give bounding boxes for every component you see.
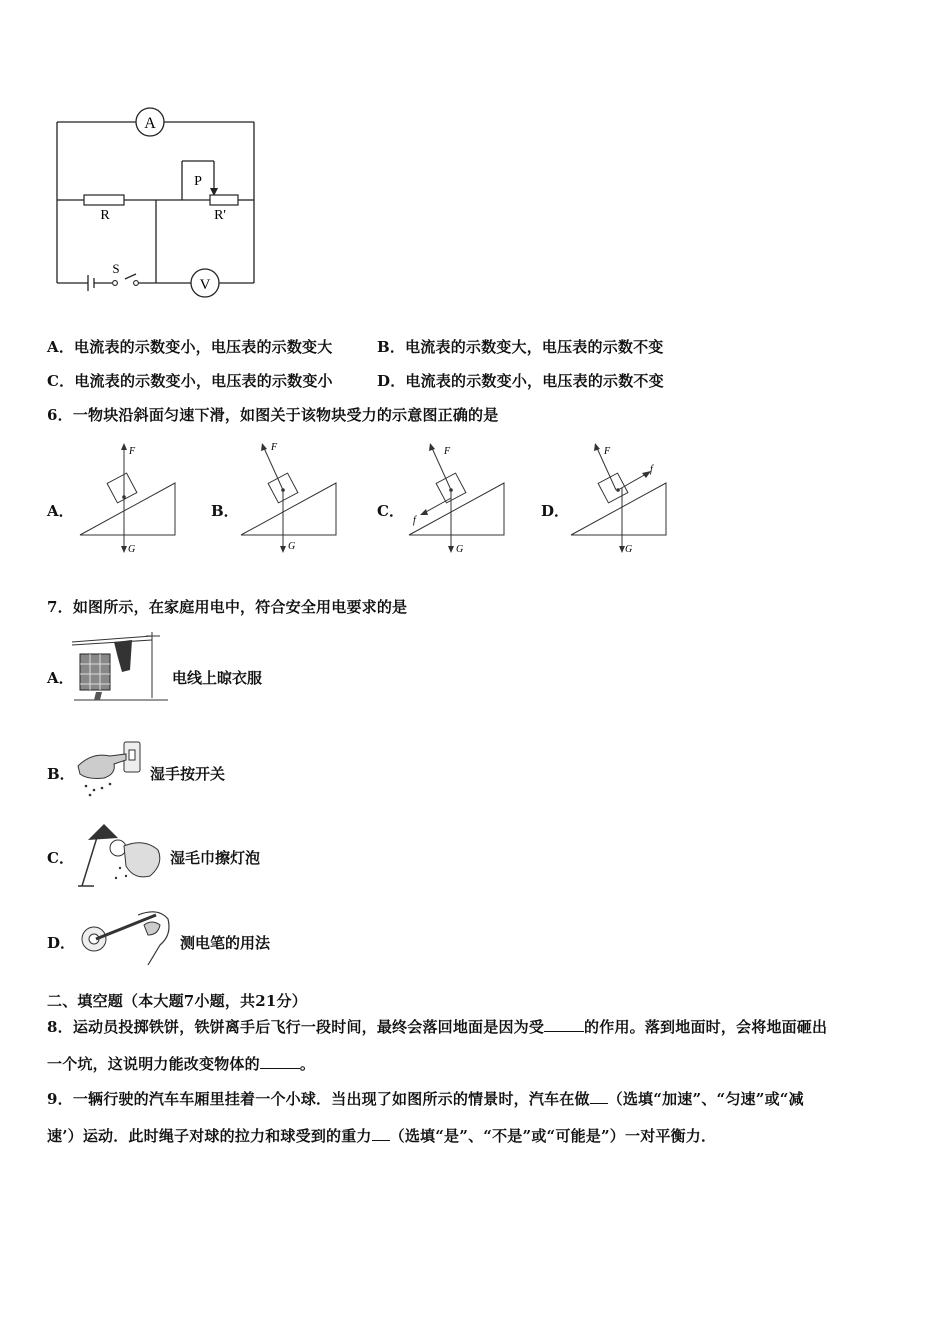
svg-text:F: F [444,446,451,457]
q5-option-d[interactable]: D．电流表的示数变小，电压表的示数不变 [377,372,664,390]
ammeter-label: A [144,115,156,132]
svg-text:F: F [604,446,611,457]
circuit-diagram [50,105,265,300]
q8-blank-1[interactable] [544,1019,584,1032]
svg-text:f: f [413,515,416,526]
q7-option-a-label[interactable]: A． [47,669,74,687]
q9-line-2: 速’）运动．此时绳子对球的拉力和球受到的重力 （选填“是”、“不是”或“可能是”）一对平衡力． [47,1127,717,1145]
q8-line-1: 8．运动员投掷铁饼，铁饼离手后飞行一段时间，最终会落回地面是因为受 的作用。落到地面时，会将地面砸出 [47,1018,828,1036]
q6-option-a-label[interactable]: A． [47,502,74,520]
q7-option-b-label[interactable]: B． [47,765,75,783]
wet-hand-switch-illustration[interactable] [74,738,146,800]
test-pen-illustration[interactable] [74,905,178,969]
q7-option-b-caption: 湿手按开关 [150,765,226,783]
q7-option-c-caption: 湿毛巾擦灯泡 [170,849,261,867]
svg-text:f: f [650,464,653,475]
q9-line-1: 9．一辆行驶的汽车车厢里挂着一个小球．当出现了如图所示的情景时，汽车在做 （选填“加速”、“匀速”或“减 [47,1090,804,1108]
q6-diagram-b[interactable] [236,440,346,560]
svg-text:G: G [288,541,296,552]
q8-blank-2[interactable] [260,1056,300,1069]
q6-diagram-a[interactable] [75,440,185,560]
svg-text:G: G [456,544,464,555]
q7-stem: 7．如图所示，在家庭用电中，符合安全用电要求的是 [47,598,408,616]
q5-option-b[interactable]: B．电流表的示数变大，电压表的示数不变 [377,338,664,356]
q7-option-c-label[interactable]: C． [47,849,74,867]
section-heading: 二、填空题（本大题7小题，共21分） [47,992,307,1010]
q6-diagram-c[interactable] [404,440,514,560]
q9-blank-2[interactable] [372,1128,390,1141]
q6-option-c-label[interactable]: C． [377,502,404,520]
q7-option-d-caption: 测电笔的用法 [180,934,271,952]
slider-label: P [194,174,202,189]
q7-option-a-caption: 电线上晾衣服 [172,669,263,687]
q6-stem: 6．一物块沿斜面匀速下滑，如图关于该物块受力的示意图正确的是 [47,406,499,424]
resistor-label: R [100,208,110,223]
q9-blank-1[interactable] [590,1091,608,1104]
q7-option-d-label[interactable]: D． [47,934,76,952]
switch-label: S [112,261,120,276]
svg-text:G: G [128,544,136,555]
q5-option-c[interactable]: C．电流表的示数变小，电压表的示数变小 [47,372,333,390]
laundry-on-wire-illustration[interactable] [72,630,170,704]
q8-line-2: 一个坑，这说明力能改变物体的 。 [47,1055,316,1073]
voltmeter-label: V [199,277,211,293]
wet-towel-bulb-illustration[interactable] [74,820,168,890]
q6-option-d-label[interactable]: D． [541,502,570,520]
q6-diagram-d[interactable] [566,440,676,560]
svg-text:F: F [271,442,278,453]
svg-text:F: F [129,446,136,457]
svg-text:G: G [625,544,633,555]
rheostat-label: R' [214,208,226,223]
q5-option-a[interactable]: A．电流表的示数变小，电压表的示数变大 [47,338,333,356]
q6-option-b-label[interactable]: B． [211,502,239,520]
